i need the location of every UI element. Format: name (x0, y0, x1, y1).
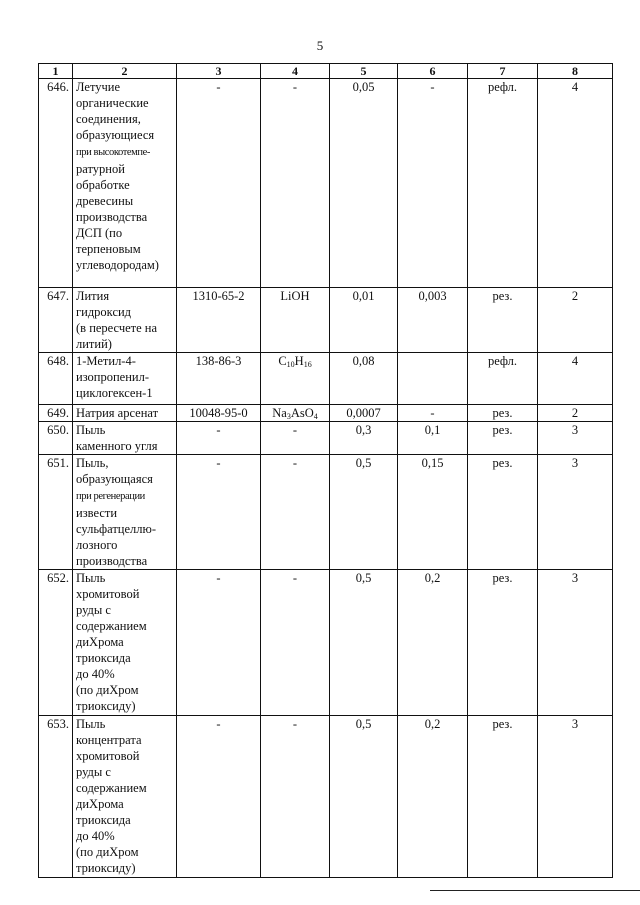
value-col6: 0,2 (398, 716, 468, 878)
row-number: 652. (39, 570, 73, 716)
value-col7: рез. (468, 288, 538, 353)
cas-number: 138-86-3 (177, 353, 261, 405)
value-col8: 3 (538, 570, 613, 716)
value-col5: 0,01 (330, 288, 398, 353)
value-col7: рез. (468, 405, 538, 422)
row-number: 648. (39, 353, 73, 405)
formula: - (261, 570, 330, 716)
value-col8: 3 (538, 455, 613, 570)
formula: - (261, 79, 330, 288)
substance-name (73, 455, 177, 570)
formula (261, 353, 330, 405)
table-row (39, 422, 613, 455)
formula: LiOH (261, 288, 330, 353)
col-header-3: 3 (177, 64, 261, 79)
col-header-2: 2 (73, 64, 177, 79)
substance-name: Пыль концентрата хромитовой руды с содержанием диХрома триоксида до 40% (по диХром триоксиду) (73, 716, 177, 878)
value-col6 (398, 353, 468, 405)
value-col8: 4 (538, 79, 613, 288)
name-part: извести сульфатцеллю- лозного производства (76, 506, 157, 568)
value-col5: 0,0007 (330, 405, 398, 422)
formula: - (261, 422, 330, 455)
table-row (39, 570, 613, 716)
value-col8: 4 (538, 353, 613, 405)
formula (261, 405, 330, 422)
value-col6: 0,2 (398, 570, 468, 716)
row-number: 649. (39, 405, 73, 422)
formula-subscript: 10 (286, 360, 295, 369)
col-header-5: 5 (330, 64, 398, 79)
name-part-compressed: при высокотемпе- (76, 147, 150, 158)
table-row (39, 716, 613, 878)
name-part: Летучие органические соединения, образующиеся (76, 80, 155, 142)
name-part: ратурной обработке древесины производства ДСП (по терпеновым углеводородам) (76, 162, 159, 272)
row-number: 647. (39, 288, 73, 353)
table-row (39, 405, 613, 422)
value-col5: 0,5 (330, 716, 398, 878)
name-part: Пыль, образующаяся (76, 456, 153, 486)
substance-name: 1-Метил-4- изопропенил- циклогексен-1 (73, 353, 177, 405)
row-number: 650. (39, 422, 73, 455)
cas-number: - (177, 570, 261, 716)
cas-number: - (177, 455, 261, 570)
value-col8: 2 (538, 405, 613, 422)
value-col7: рез. (468, 422, 538, 455)
row-number: 653. (39, 716, 73, 878)
formula-part: C (278, 354, 287, 368)
value-col7: рефл. (468, 79, 538, 288)
value-col6: - (398, 79, 468, 288)
col-header-8: 8 (538, 64, 613, 79)
formula-subscript: 3 (286, 412, 291, 421)
value-col6: - (398, 405, 468, 422)
value-col5: 0,5 (330, 570, 398, 716)
table-row (39, 455, 613, 570)
formula: - (261, 716, 330, 878)
substance-name: Пыль хромитовой руды с содержанием диХрома триоксида до 40% (по диХром триоксиду) (73, 570, 177, 716)
cas-number: - (177, 422, 261, 455)
cas-number: 10048-95-0 (177, 405, 261, 422)
value-col5: 0,5 (330, 455, 398, 570)
row-number: 651. (39, 455, 73, 570)
value-col7: рез. (468, 570, 538, 716)
substance-name: Пыль каменного угля (73, 422, 177, 455)
substances-table (38, 63, 613, 878)
formula-part: H (294, 354, 304, 368)
cas-number: 1310-65-2 (177, 288, 261, 353)
value-col7: рез. (468, 455, 538, 570)
value-col8: 3 (538, 422, 613, 455)
substance-name: Натрия арсенат (73, 405, 177, 422)
value-col6: 0,1 (398, 422, 468, 455)
value-col5: 0,05 (330, 79, 398, 288)
value-col6: 0,003 (398, 288, 468, 353)
table-row (39, 79, 613, 288)
substance-name: Лития гидроксид (в пересчете на литий) (73, 288, 177, 353)
col-header-7: 7 (468, 64, 538, 79)
table-row (39, 288, 613, 353)
substance-name (73, 79, 177, 288)
row-number: 646. (39, 79, 73, 288)
value-col5: 0,3 (330, 422, 398, 455)
col-header-4: 4 (261, 64, 330, 79)
formula-part: Na (272, 406, 287, 420)
col-header-6: 6 (398, 64, 468, 79)
value-col8: 3 (538, 716, 613, 878)
value-col6: 0,15 (398, 455, 468, 570)
value-col7: рез. (468, 716, 538, 878)
value-col5: 0,08 (330, 353, 398, 405)
header-row (39, 64, 613, 79)
value-col8: 2 (538, 288, 613, 353)
cas-number: - (177, 79, 261, 288)
name-part-compressed: при регенерации (76, 491, 145, 502)
table-row (39, 353, 613, 405)
cas-number: - (177, 716, 261, 878)
bottom-rule (430, 890, 640, 891)
value-col7: рефл. (468, 353, 538, 405)
formula-part: AsO (290, 406, 314, 420)
col-header-1: 1 (39, 64, 73, 79)
formula-subscript: 4 (313, 412, 318, 421)
page-number: 5 (316, 38, 324, 53)
formula-subscript: 16 (303, 360, 312, 369)
formula: - (261, 455, 330, 570)
